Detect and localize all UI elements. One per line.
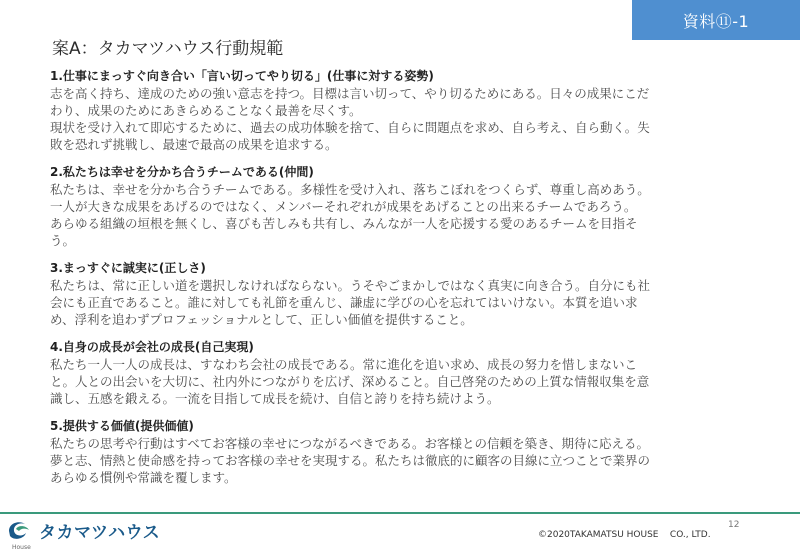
- page-number: 12: [728, 520, 740, 530]
- conduct-section: [50, 68, 750, 153]
- section-text-line: 一人が大きな成果をあげるのではなく、メンバーそれぞれが成果をあげることの出来るチームであろう。: [50, 199, 637, 214]
- section-text-line: 夢と志、情熱と使命感を持ってお客様の幸せを実現する。私たちは徹底的に顧客の目線に立つことで業界の: [50, 453, 651, 468]
- section-text-line: め、浮利を追わずプロフェッショナルとして、正しい価値を提供すること。: [50, 312, 473, 327]
- section-heading: 2.私たちは幸せを分かち合うチームである(仲間): [50, 165, 314, 179]
- footer-divider: [0, 512, 800, 514]
- section-heading: 3.まっすぐに誠実に(正しさ): [50, 261, 206, 275]
- logo-wordmark: タカマツハウス: [39, 522, 161, 543]
- logo-subtext: House: [12, 544, 31, 551]
- section-text-line: 私たち一人一人の成長は、すなわち会社の成長である。常に進化を追い求め、成長の努力を惜しまないこ: [50, 357, 638, 372]
- section-text-line: 識し、五感を鍛える。一流を目指して成長を続け、自信と誇りを持ち続けよう。: [50, 391, 500, 406]
- section-text-line: 敗を恐れず挑戦し、最速で最高の成果を追求する。: [50, 137, 338, 152]
- section-text-line: 私たちは、幸せを分かち合うチームである。多様性を受け入れ、落ちこぼれをつくらず、尊重し高めあう。: [50, 182, 650, 197]
- conduct-section: [50, 260, 750, 328]
- section-text-line: 私たちは、常に正しい道を選択しなければならない。うそやごまかしではなく真実に向き合う。自分にも社: [50, 278, 651, 293]
- copyright-notice: ©2020TAKAMATSU HOUSE CO., LTD.: [538, 530, 711, 540]
- section-heading: 1.仕事にまっすぐ向き合い「言い切ってやり切る」(仕事に対する姿勢): [50, 69, 434, 83]
- company-logo: [6, 517, 160, 543]
- section-heading: 4.自身の成長が会社の成長(自己実現): [50, 340, 254, 354]
- conduct-section: [50, 164, 750, 249]
- section-text-line: と。人との出会いを大切に、社内外につながりを広げ、深めること。自己啓発のための上質な情報収集を意: [50, 374, 650, 389]
- page-title: 案A：タカマツハウス行動規範: [52, 39, 284, 59]
- code-of-conduct-body: [50, 68, 750, 497]
- conduct-section: [50, 418, 750, 486]
- section-text-line: わり、成果のためにあきらめることなく最善を尽くす。: [50, 103, 362, 118]
- section-text-line: 志を高く持ち、達成のための強い意志を持つ。目標は言い切って、やり切るためにある。日々の成果にこだ: [50, 86, 650, 101]
- section-heading: 5.提供する価値(提供価値): [50, 419, 194, 433]
- section-text-line: 現状を受け入れて即応するために、過去の成功体験を捨て、自らに問題点を求め、自ら考え、自ら動く。失: [50, 120, 650, 135]
- section-text-line: 会にも正直であること。誰に対しても礼節を重んじ、謙虚に学びの心を忘れてはいけない。本質を追い求: [50, 295, 638, 310]
- section-text-line: あらゆる組織の垣根を無くし、喜びも苦しみも共有し、みんなが一人を応援する愛のあるチームを目指そ: [50, 216, 638, 231]
- section-text-line: あらゆる慣例や常識を覆します。: [50, 470, 237, 485]
- section-text-line: 私たちの思考や行動はすべてお客様の幸せにつながるべきである。お客様との信頼を築き、期待に応える。: [50, 436, 650, 451]
- logo-swirl-icon: [6, 517, 32, 543]
- document-label-badge: 資料⑪-1: [632, 0, 800, 40]
- section-text-line: う。: [50, 233, 76, 248]
- conduct-section: [50, 339, 750, 407]
